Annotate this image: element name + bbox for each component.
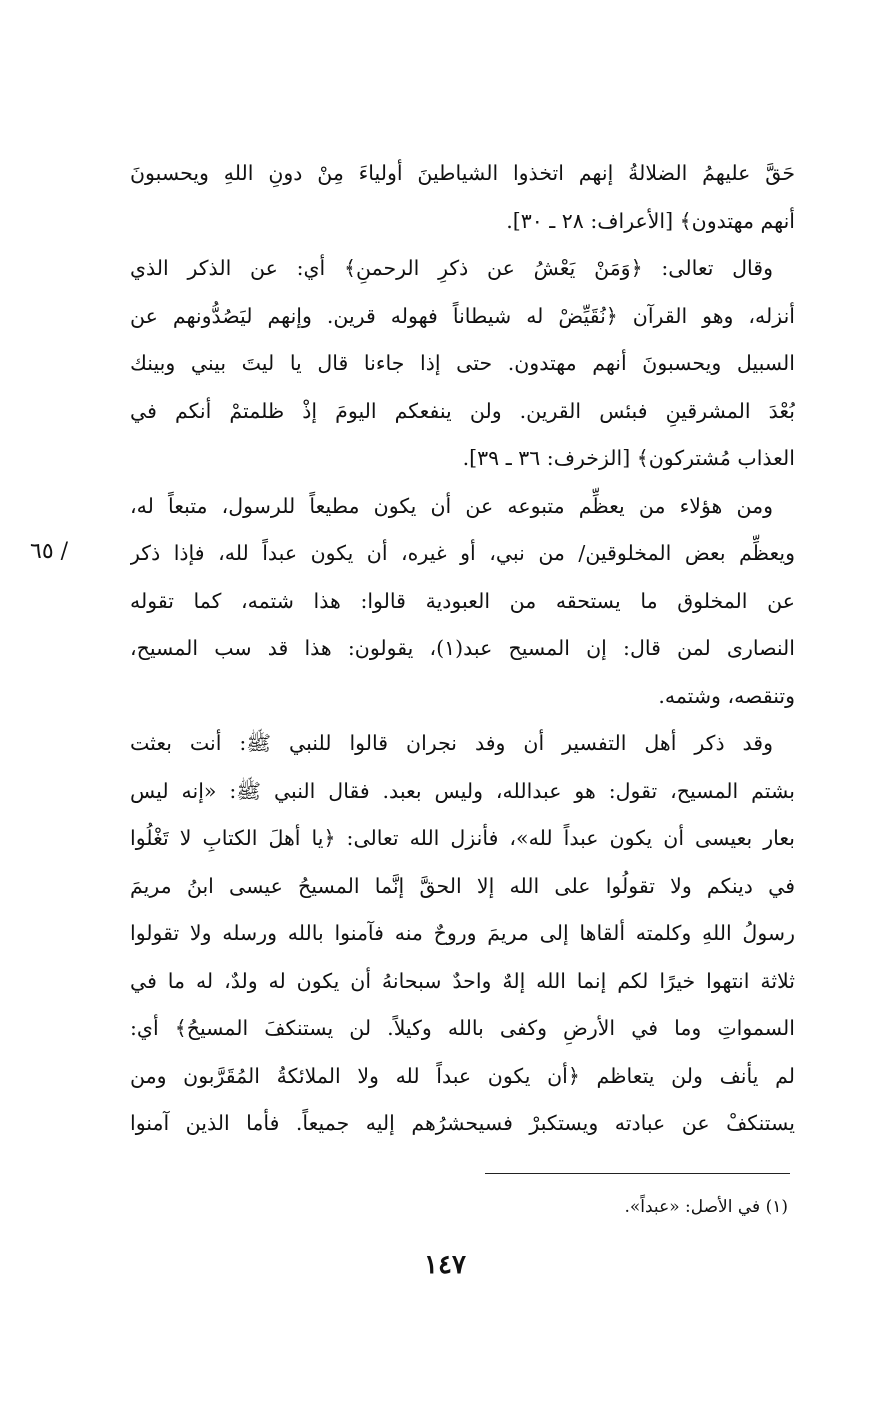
text-line: ومن هؤلاء من يعظِّم متبوعه عن أن يكون مطيعاً للرسول، متبعاً له،	[130, 493, 773, 518]
text-line: عن المخلوق ما يستحقه من العبودية قالوا: هذا شتمه، كما تقوله	[130, 588, 795, 613]
main-text	[130, 150, 795, 1148]
text-line: السبيل ويحسبونَ أنهم مهتدون. حتى إذا جاءنا قال يا ليتَ بيني وبينك	[130, 351, 795, 375]
page-number: ١٤٧	[424, 1250, 466, 1280]
text-line: حَقَّ عليهمُ الضلالةُ إنهم اتخذوا الشياطينَ أولياءَ مِنْ دونِ اللهِ ويحسبونَ	[130, 161, 795, 185]
text-line: يستنكفْ عن عبادته ويستكبرْ فسيحشرُهم إليه جميعاً. فأما الذين آمنوا	[130, 1111, 795, 1135]
footnote-divider	[485, 1173, 790, 1174]
text-line: رسولُ اللهِ وكلمته ألقاها إلى مريمَ وروحٌ منه فآمنوا بالله ورسله ولا تقولوا	[130, 921, 795, 945]
margin-page-reference: / ٦٥	[30, 539, 69, 564]
text-line: بشتم المسيح، تقول: هو عبدالله، وليس بعبد. فقال النبي ﷺ: «إنه ليس	[130, 778, 795, 803]
text-line: وقال تعالى: ﴿وَمَنْ يَعْشُ عن ذكرِ الرحمنِ﴾ أي: عن الذكر الذي	[130, 256, 773, 280]
text-line: بعار بعيسى أن يكون عبداً لله»، فأنزل الله تعالى: ﴿يا أهلَ الكتابِ لا تَغْلُوا	[130, 826, 795, 850]
text-line: ثلاثة انتهوا خيرًا لكم إنما الله إلهٌ واحدٌ سبحانهُ أن يكون له ولدٌ، له ما في	[130, 968, 795, 993]
text-line: بُعْدَ المشرقينِ فبئس القرين. ولن ينفعكم اليومَ إذْ ظلمتمْ أنكم في	[130, 398, 795, 423]
text-line: وقد ذكر أهل التفسير أن وفد نجران قالوا للنبي ﷺ: أنت بعثت	[130, 731, 773, 755]
text-line: السمواتِ وما في الأرضِ وكفى بالله وكيلاً. لن يستنكفَ المسيحُ﴾ أي:	[130, 1016, 795, 1040]
text-line: ويعظِّم بعض المخلوقين/ من نبي، أو غيره، أن يكون عبداً لله، فإذا ذكر	[130, 541, 795, 565]
footnote: (١) في الأصل: «عبداً».	[624, 1197, 788, 1217]
text-line: أنزله، وهو القرآن ﴿نُقَيِّضْ له شيطاناً فهوله قرين. وإنهم ليَصُدُّونهم عن	[130, 303, 795, 328]
text-line: العذاب مُشتركون﴾ [الزخرف: ٣٦ ـ ٣٩].	[462, 446, 795, 470]
text-line: لم يأنف ولن يتعاظم ﴿أن يكون عبداً لله ولا الملائكةُ المُقَرَّبون ومن	[130, 1063, 795, 1088]
text-line: وتنقصه، وشتمه.	[658, 683, 795, 708]
text-line: النصارى لمن قال: إن المسيح عبد(١)، يقولون: هذا قد سب المسيح،	[130, 636, 795, 660]
text-line: في دينكم ولا تقولُوا على الله إلا الحقَّ إنَّما المسيحُ عيسى ابنُ مريمَ	[130, 873, 795, 898]
text-line: أنهم مهتدون﴾ [الأعراف: ٢٨ ـ ٣٠].	[506, 208, 795, 233]
